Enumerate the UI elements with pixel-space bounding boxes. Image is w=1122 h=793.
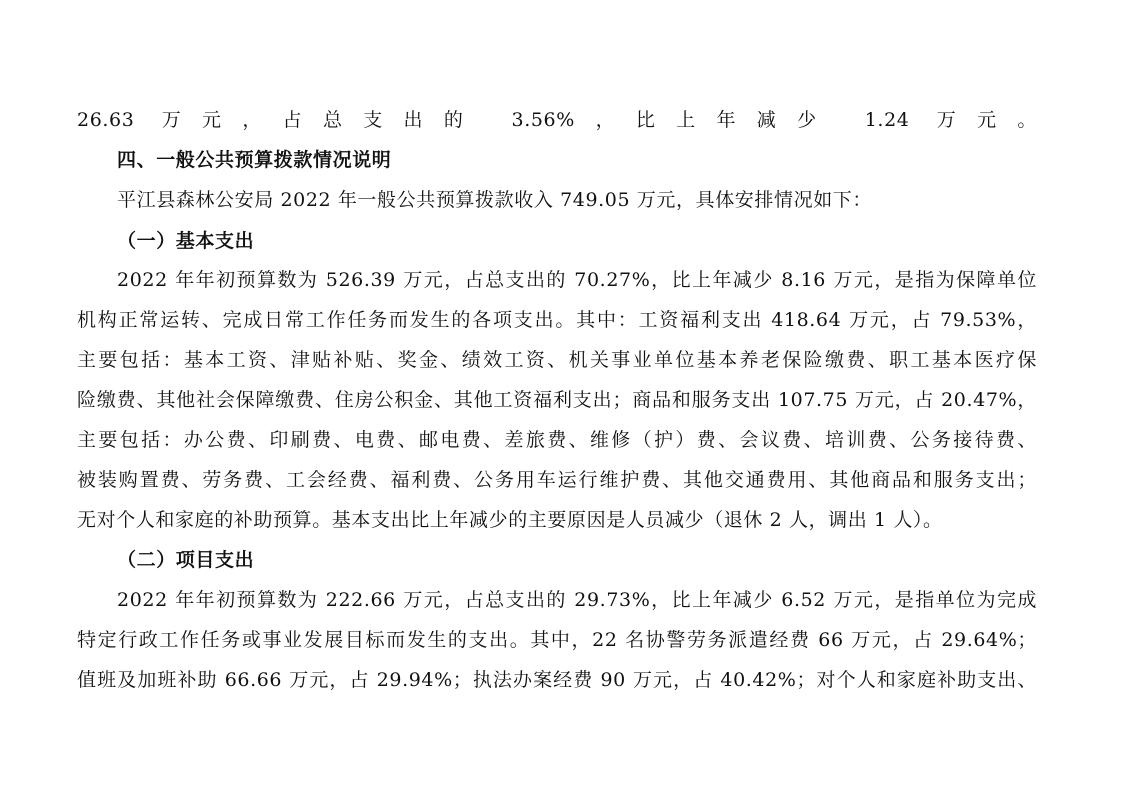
- paragraph-line: 机构正常运转、完成日常工作任务而发生的各项支出。其中：工资福利支出 418.64 万元，占 79.53%，: [77, 309, 1037, 331]
- paragraph-line: 主要包括：办公费、印刷费、电费、邮电费、差旅费、维修（护）费、会议费、培训费、公务接待费、: [77, 429, 1037, 451]
- paragraph-line: 26.63 万元，占总支出的 3.56%，比上年减少 1.24 万元。: [77, 109, 1037, 131]
- subsection-heading: （二）项目支出: [117, 549, 255, 571]
- paragraph-line: 险缴费、其他社会保障缴费、住房公积金、其他工资福利支出；商品和服务支出 107.75 万元，占 20.47%，: [77, 389, 1037, 411]
- paragraph-line: 被装购置费、劳务费、工会经费、福利费、公务用车运行维护费、其他交通费用、其他商品和服务支出；: [77, 469, 1037, 491]
- paragraph-line: 特定行政工作任务或事业发展目标而发生的支出。其中，22 名协警劳务派遣经费 66 万元，占 29.64%；: [77, 629, 1037, 651]
- paragraph-line: 2022 年年初预算数为 526.39 万元，占总支出的 70.27%，比上年减少 8.16 万元，是指为保障单位: [117, 269, 1037, 291]
- paragraph-line: 2022 年年初预算数为 222.66 万元，占总支出的 29.73%，比上年减少 6.52 万元，是指单位为完成: [117, 589, 1037, 611]
- paragraph-line: 主要包括：基本工资、津贴补贴、奖金、绩效工资、机关事业单位基本养老保险缴费、职工基本医疗保: [77, 349, 1037, 371]
- paragraph-line: 值班及加班补助 66.66 万元，占 29.94%；执法办案经费 90 万元，占 40.42%；对个人和家庭补助支出、: [77, 669, 1037, 691]
- paragraph-line: 无对个人和家庭的补助预算。基本支出比上年减少的主要原因是人员减少（退休 2 人，调出 1 人）。: [77, 509, 943, 531]
- section-heading: 四、一般公共预算拨款情况说明: [117, 149, 392, 171]
- paragraph-line: 平江县森林公安局 2022 年一般公共预算拨款收入 749.05 万元，具体安排情况如下：: [117, 189, 872, 211]
- subsection-heading: （一）基本支出: [117, 230, 255, 252]
